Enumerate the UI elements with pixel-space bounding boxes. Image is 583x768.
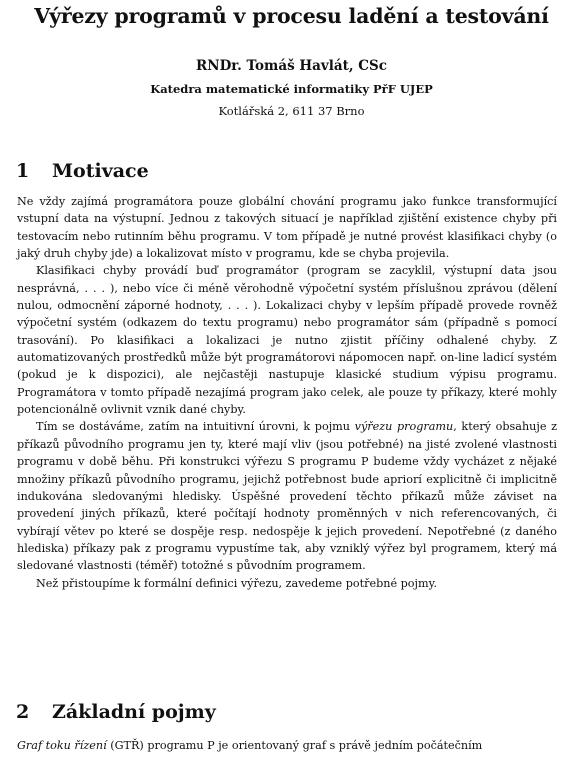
paragraph: Ne vždy zajímá programátora pouze globální chování programu jako funkce transformující vstupní data na výstupní. Jednou z takových situací je například zjištění existence chyby při testovacím nebo rutinním běhu programu. V tom případě je nutné provést klasifikaci chyby (o jaký druh chyby jde) a lokalizovat místo v programu, kde se chyba projevila. bbox=[17, 195, 557, 261]
paper-title: Výřezy programů v procesu ladění a testování bbox=[34, 4, 549, 28]
section-body-motivace bbox=[17, 193, 557, 592]
author-address: Kotlářská 2, 611 37 Brno bbox=[218, 104, 365, 118]
section-body-zakladni-pojmy bbox=[17, 737, 557, 754]
section-title: Motivace bbox=[52, 160, 149, 182]
section-heading-zakladni-pojmy bbox=[16, 701, 216, 723]
term-graf-toku-rizeni: Graf toku řízení bbox=[17, 739, 107, 752]
author-affiliation: Katedra matematické informatiky PřF UJEP bbox=[150, 82, 433, 96]
paragraph-text: , který obsahuje z příkazů původního programu jen ty, které mají vliv (jsou potřebné) na jisté zvolené vlastnosti programu v době běhu. Při konstrukci výřezu S programu P budeme vždy vycházet z nějaké množiny příkazů původního programu, jejichž potřebnost bude apriorí explicitně či implicitně indukována sledovanými hledisky. Úspěšné provedení těchto příkazů může záviset na provedení jiných příkazů, které počítají hodnoty proměnných v nich referencovaných, či vybírají větev po které se dospěje resp. nedospěje k jejich provedení. Nepotřebné (z daného hlediska) příkazy pak z programu vypustíme tak, aby vzniklý výřez byl programem, který má sledované vlastnosti (téměř) totožné s původním programem. bbox=[17, 420, 557, 573]
paragraph: Klasifikaci chyby provádí buď programátor (program se zacyklil, výstupní data jsou nesprávná, . . . ), nebo více či méně věrohodně výpočetní systém příslušnou zprávou (dělení nulou, odmocnění záporné hodnoty, . . . ). Lokalizaci chyby v lepším případě provede rovněž výpočetní systém (odkazem do textu programu) nebo programátor sám (případně s pomocí trasování). Po klasifikaci a lokalizaci je nutno zjistit příčiny odhalené chyby. Z automatizovaných prostředků může být programátorovi nápomocen např. on-line ladicí systém (pokud je k dispozici), ale nejčastěji nastupuje klasické studium výpisu programu. Programátora v tomto případě nezajímá program jako celek, ale pouze ty příkazy, které mohly potencionálně ovlivnit vznik dané chyby. bbox=[17, 264, 557, 417]
section-heading-motivace bbox=[16, 160, 149, 182]
paragraph bbox=[17, 737, 557, 754]
paragraph-text: Tím se dostáváme, zatím na intuitivní úrovni, k pojmu bbox=[36, 420, 355, 434]
paragraph bbox=[17, 418, 557, 574]
section-number: 2 bbox=[16, 701, 30, 723]
section-number: 1 bbox=[16, 160, 30, 182]
author-name: RNDr. Tomáš Havlát, CSc bbox=[196, 58, 387, 74]
paragraph: Než přistoupíme k formální definici výřezu, zavedeme potřebné pojmy. bbox=[36, 576, 437, 590]
term-vyrez-programu: výřezu programu bbox=[354, 420, 454, 434]
section-title: Základní pojmy bbox=[52, 701, 216, 723]
paragraph-text: (GTŘ) programu P je orientovaný graf s právě jedním počátečním bbox=[106, 739, 483, 752]
